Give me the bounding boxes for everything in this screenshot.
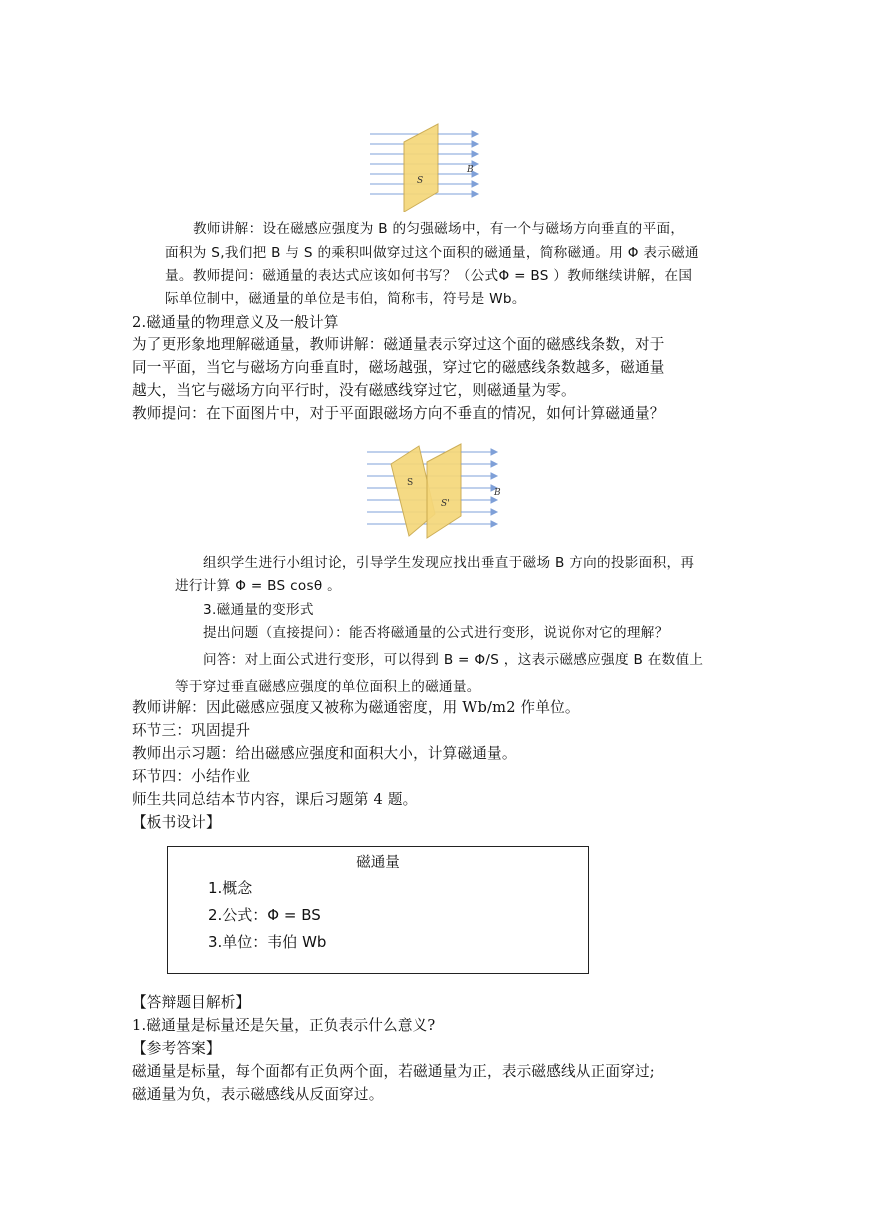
para2-line1: 组织学生进行小组讨论，引导学生发现应找出垂直于磁场 B 方向的投影面积，再 xyxy=(203,555,695,571)
figure-tilted-plane xyxy=(365,440,505,542)
figure-perpendicular-plane xyxy=(368,120,484,212)
board-item-concept: 1.概念 xyxy=(208,879,253,897)
board-item-unit: 3.单位：韦伯 Wb xyxy=(208,933,327,951)
para2-line6: 等于穿过垂直磁感应强度的单位面积上的磁通量。 xyxy=(175,679,481,695)
body-line5: 师生共同总结本节内容，课后习题第 4 题。 xyxy=(132,791,418,808)
para2-line4: 提出问题（直接提问）：能否将磁通量的公式进行变形，说说你对它的理解？ xyxy=(203,625,669,641)
field-label-b: B xyxy=(467,165,474,175)
answer-line2: 磁通量为负，表示磁感线从反面穿过。 xyxy=(132,1086,384,1103)
tilted-plane-label-s: S xyxy=(407,478,414,488)
answer-heading: 【答辩题目解析】 xyxy=(132,994,251,1011)
para2-line3: 3.磁通量的变形式 xyxy=(203,602,314,618)
para1-line2: 面积为 S,我们把 B 与 S 的乘积叫做穿过这个面积的磁通量，简称磁通。用 Φ 表示磁通 xyxy=(165,245,699,261)
plane-label-s: S xyxy=(417,176,424,186)
board-title: 磁通量 xyxy=(356,855,400,871)
projection-label-s-prime: S' xyxy=(441,499,450,509)
section2-line1: 为了更形象地理解磁通量，教师讲解：磁通量表示穿过这个面的磁感线条数，对于 xyxy=(132,336,665,353)
para1-line1: 教师讲解：设在磁感应强度为 B 的匀强磁场中，有一个与磁场方向垂直的平面， xyxy=(193,221,685,237)
board-design-heading: 【板书设计】 xyxy=(132,814,221,831)
section2-heading: 2.磁通量的物理意义及一般计算 xyxy=(132,314,339,331)
para1-line4: 际单位制中，磁通量的单位是韦伯，简称韦，符号是 Wb。 xyxy=(165,291,526,307)
para2-line5: 问答：对上面公式进行变形，可以得到 B = Φ/S ，这表示磁感应强度 B 在数值上 xyxy=(203,652,704,668)
body-line4: 环节四：小结作业 xyxy=(132,768,251,785)
section2-line2: 同一平面，当它与磁场方向垂直时，磁场越强，穿过它的磁感线条数越多，磁通量 xyxy=(132,359,665,376)
para2-line2: 进行计算 Φ = BS cosθ 。 xyxy=(175,578,341,594)
field-label-b-2: B xyxy=(494,488,501,498)
para1-line3: 量。教师提问：磁通量的表达式应该如何书写？（公式Φ = BS ）教师继续讲解，在国 xyxy=(165,268,693,284)
answer-question: 1.磁通量是标量还是矢量，正负表示什么意义? xyxy=(132,1017,436,1034)
body-line3: 教师出示习题：给出磁感应强度和面积大小，计算磁通量。 xyxy=(132,745,517,762)
body-line1: 教师讲解：因此磁感应强度又被称为磁通密度，用 Wb/m2 作单位。 xyxy=(132,699,580,716)
board-item-formula: 2.公式：Φ = BS xyxy=(208,906,321,924)
body-line2: 环节三：巩固提升 xyxy=(132,722,251,739)
reference-answer-heading: 【参考答案】 xyxy=(132,1040,221,1057)
blackboard-design-box xyxy=(167,846,589,974)
section2-line4: 教师提问：在下面图片中，对于平面跟磁场方向不垂直的情况，如何计算磁通量？ xyxy=(132,405,665,422)
plane-s xyxy=(404,124,438,212)
section2-line3: 越大，当它与磁场方向平行时，没有磁感线穿过它，则磁通量为零。 xyxy=(132,382,576,399)
answer-line1: 磁通量是标量，每个面都有正负两个面，若磁通量为正，表示磁感线从正面穿过; xyxy=(132,1063,655,1080)
